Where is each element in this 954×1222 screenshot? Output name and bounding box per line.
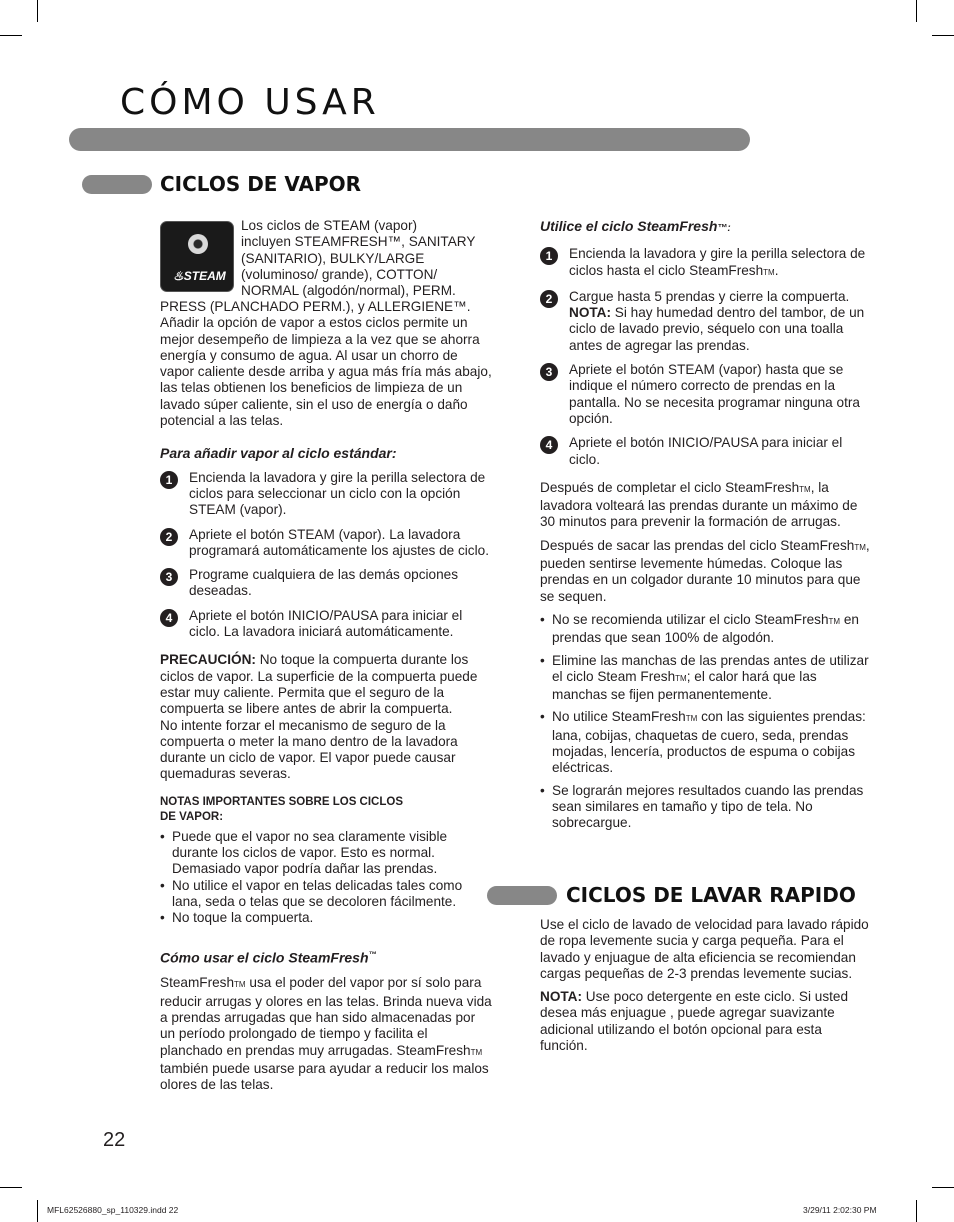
after-cycle-text: Después de completar el ciclo SteamFreshTM, la lavadora volteará las prendas durante un máximo de 30 minutos para prevenir la formación de arrugas. <box>540 479 858 530</box>
list-item: 3 Programe cualquiera de las demás opciones deseadas. <box>160 567 494 600</box>
crop-mark <box>0 35 22 36</box>
section-pill <box>487 886 557 905</box>
how-to-title: Cómo usar el ciclo SteamFresh™ <box>160 949 377 966</box>
steamfresh-column <box>540 218 870 832</box>
list-item: 2 Cargue hasta 5 prendas y cierre la compuerta. NOTA: Si hay humedad dentro del tambor, de un ciclo de lavado previo, séquelo con una toalla antes de agregar las prendas. <box>540 289 870 354</box>
list-item: • No utilice SteamFreshTM con las siguientes prendas: lana, cobijas, chaquetas de cuero, seda, prendas mojadas, lencería, productos de espuma o cobijas eléctricas. <box>540 709 870 776</box>
section-pill <box>82 175 152 194</box>
crop-mark <box>916 0 917 22</box>
after-removal-text: Después de sacar las prendas del ciclo SteamFreshTM, pueden sentirse levemente húmedas. Coloque las prendas en un colgador durante 10 minutos para que se sequen. <box>540 537 870 604</box>
vapor-intro-wrap: Los ciclos de STEAM (vapor) incluyen STEAMFRESH™, SANITARY (SANITARIO), BULKY/LARGE (voluminoso/ grande), COTTON/ NORMAL (algodón/normal), PERM. <box>241 218 476 299</box>
steam-button-icon <box>160 221 234 292</box>
how-to-text: SteamFreshTM usa el poder del vapor por sí solo para reducir arrugas y olores en las telas. Brinda nueva vida a prendas arrugadas que han sido almacenadas por un período prolongado de tiempo y facilita el planchado en prendas muy arrugadas. SteamFreshTM también puede usarse para ayudar a reducir los malos olores de las telas. <box>160 975 492 1093</box>
list-item: • No toque la compuerta. <box>160 910 494 926</box>
rapid-text: Use el ciclo de lavado de velocidad para lavado rápido de ropa levemente sucia y carga pequeña. Para el lavado y enjuague de alta eficiencia se recomiendan cargas pequeñas de 2-3 prendas levemente sucias. <box>540 917 869 981</box>
rapid-column <box>540 917 870 1061</box>
page-title: CÓMO USAR <box>120 82 380 123</box>
footer-file: MFL62526880_sp_110329.indd 22 <box>47 1205 179 1215</box>
crop-mark <box>37 1200 38 1222</box>
page-number: 22 <box>103 1129 126 1151</box>
crop-mark <box>932 35 954 36</box>
list-item: • Puede que el vapor no sea claramente visible durante los ciclos de vapor. Esto es normal. Demasiado vapor podría dañar las prendas. <box>160 829 494 878</box>
list-item: • Se lograrán mejores resultados cuando las prendas sean similares en tamaño y tipo de tela. No sobrecargue. <box>540 783 870 832</box>
steamfresh-title: Utilice el ciclo SteamFresh™: <box>540 218 731 234</box>
crop-mark <box>932 1187 954 1188</box>
crop-mark <box>916 1200 917 1222</box>
list-item: 1 Encienda la lavadora y gire la perilla selectora de ciclos para seleccionar un ciclo con la opción STEAM (vapor). <box>160 470 494 519</box>
crop-mark <box>37 0 38 22</box>
steam-icon-label: ♨STEAM <box>173 269 226 283</box>
list-item: • No se recomienda utilizar el ciclo SteamFreshTM en prendas que sean 100% de algodón. <box>540 612 870 647</box>
caution-text-2: No intente forzar el mecanismo de seguro de la compuerta o meter la mano dentro de la lavadora durante un ciclo de vapor. El vapor puede causar quemaduras severas. <box>160 717 458 782</box>
list-item: 1 Encienda la lavadora y gire la perilla selectora de ciclos hasta el ciclo SteamFreshTM. <box>540 246 870 281</box>
list-item: 4 Apriete el botón INICIO/PAUSA para iniciar el ciclo. La lavadora iniciará automáticamente. <box>160 608 494 641</box>
steam-indicator-icon <box>188 234 208 254</box>
section-heading-rapid: CICLOS DE LAVAR RAPIDO <box>566 883 856 907</box>
section-heading-vapor: CICLOS DE VAPOR <box>160 172 362 196</box>
vapor-intro: PRESS (PLANCHADO PERM.), y ALLERGIENE™. Añadir la opción de vapor a estos ciclos permite un mejor desempeño de limpieza a la vez que se ahorra energía y consumo de agua. Al usar un chorro de vapor caliente desde arriba y agua más fría más abajo, las telas obtienen los beneficios de limpieza de un lavado súper caliente, sin el uso de energía o daño potencial a las telas. <box>160 299 492 429</box>
notes-title: NOTAS IMPORTANTES SOBRE LOS CICLOS DE VAPOR: <box>160 795 403 824</box>
list-item: 4 Apriete el botón INICIO/PAUSA para iniciar el ciclo. <box>540 435 870 468</box>
list-item: 3 Apriete el botón STEAM (vapor) hasta que se indique el número correcto de prendas en la pantalla. No se necesita programar ninguna otra opción. <box>540 362 870 427</box>
rapid-note: NOTA: Use poco detergente en este ciclo. Si usted desea más enjuague , puede agregar suavizante adicional utilizando el botón opcional para esta función. <box>540 989 849 1054</box>
list-item: • No utilice el vapor en telas delicadas tales como lana, seda o telas que se decoloren fácilmente. <box>160 878 494 911</box>
vapor-column <box>160 299 494 1101</box>
crop-mark <box>0 1187 22 1188</box>
list-item: • Elimine las manchas de las prendas antes de utilizar el ciclo Steam FreshTM; el calor hará que las manchas se fijen permanentemente. <box>540 653 870 704</box>
footer-datetime: 3/29/11 2:02:30 PM <box>803 1205 877 1215</box>
list-item: 2 Apriete el botón STEAM (vapor). La lavadora programará automáticamente los ajustes de ciclo. <box>160 527 494 560</box>
caution-text: PRECAUCIÓN: No toque la compuerta durante los ciclos de vapor. La superficie de la compuerta puede estar muy caliente. Permita que el seguro de la compuerta se libere antes de abrir la compuerta. <box>160 652 478 717</box>
title-bar <box>69 128 750 151</box>
add-steam-title: Para añadir vapor al ciclo estándar: <box>160 445 397 462</box>
